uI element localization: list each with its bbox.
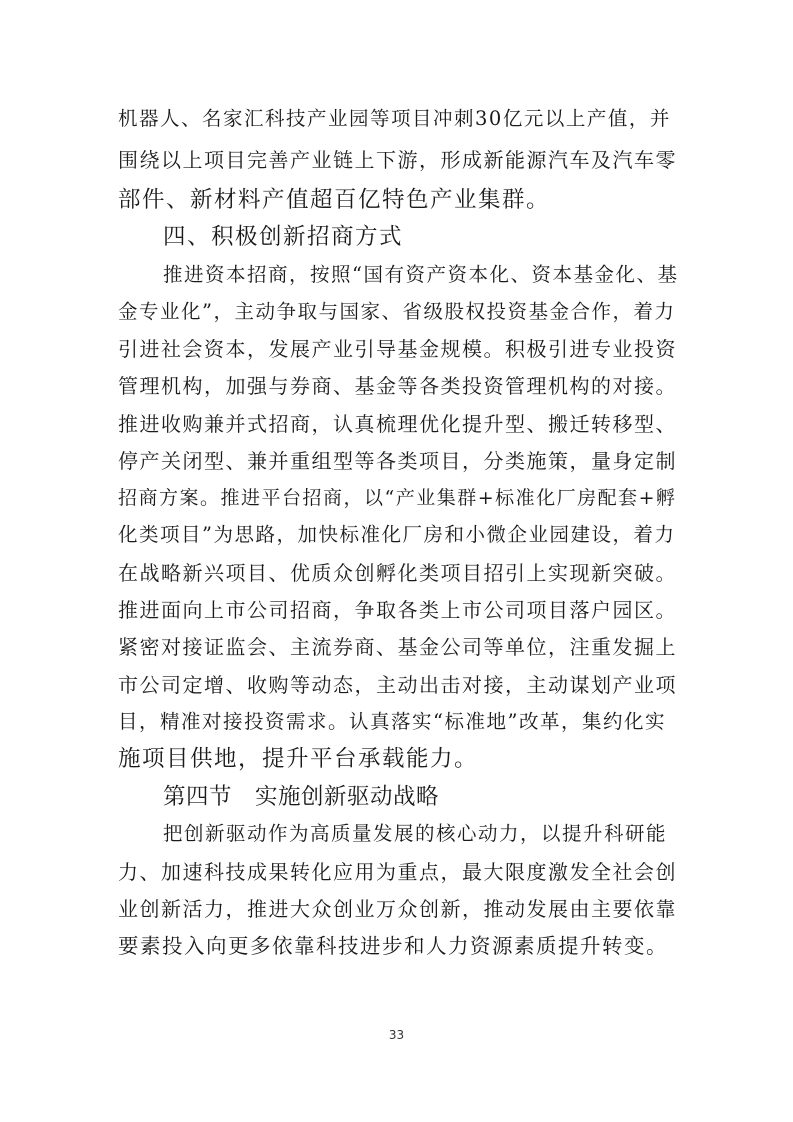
paragraph-line: 机器人、名家汇科技产业园等项目冲刺30亿元以上产值，并 (118, 107, 671, 130)
paragraph-line: 施项目供地，提升平台承载能力。 (118, 746, 479, 772)
paragraph-line: 管理机构，加强与券商、基金等各类投资管理机构的对接。 (118, 374, 677, 398)
subsection-heading: 四、积极创新招商方式 (163, 224, 404, 250)
paragraph-line: 目，精准对接投资需求。认真落实“标准地”改革，集约化实 (118, 710, 666, 733)
paragraph-line: 紧密对接证监会、主流券商、基金公司等单位，注重发掘上 (118, 635, 677, 659)
paragraph-line: 停产关闭型、兼并重组型等各类项目，分类施策，量身定制 (118, 449, 677, 473)
paragraph-line: 要素投入向更多依靠科技进步和人力资源素质提升转变。 (118, 934, 668, 958)
paragraph-line: 金专业化”，主动争取与国家、省级股权投资基金合作，着力 (118, 300, 676, 323)
paragraph-line: 推进收购兼并式招商，认真梳理优化提升型、搬迁转移型、 (118, 412, 677, 436)
paragraph-line: 业创新活力，推进大众创业万众创新，推动发展由主要依靠 (118, 897, 677, 921)
paragraph-line: 推进面向上市公司招商，争取各类上市公司项目落户园区。 (118, 598, 677, 622)
section-heading: 第四节 实施创新驱动战略 (163, 784, 440, 810)
paragraph-line: 力、加速科技成果转化应用为重点，最大限度激发全社会创 (118, 860, 677, 884)
paragraph-line: 市公司定增、收购等动态，主动出击对接，主动谋划产业项 (118, 673, 677, 697)
paragraph-line: 推进资本招商，按照“国有资产资本化、资本基金化、基 (163, 263, 679, 286)
paragraph-line: 在战略新兴项目、优质众创孵化类项目招引上实现新突破。 (118, 561, 677, 585)
paragraph-line: 引进社会资本，发展产业引导基金规模。积极引进专业投资 (118, 337, 677, 361)
paragraph-line: 招商方案。推进平台招商，以“产业集群+标准化厂房配套+孵 (118, 487, 677, 509)
paragraph-line: 部件、新材料产值超百亿特色产业集群。 (118, 187, 551, 213)
paragraph-line: 围绕以上项目完善产业链上下游，形成新能源汽车及汽车零 (118, 148, 677, 172)
paragraph-line: 化类项目”为思路，加快标准化厂房和小微企业园建设，着力 (118, 523, 676, 546)
paragraph-line: 把创新驱动作为高质量发展的核心动力，以提升科研能 (163, 822, 668, 845)
page-number: 33 (388, 1028, 405, 1042)
